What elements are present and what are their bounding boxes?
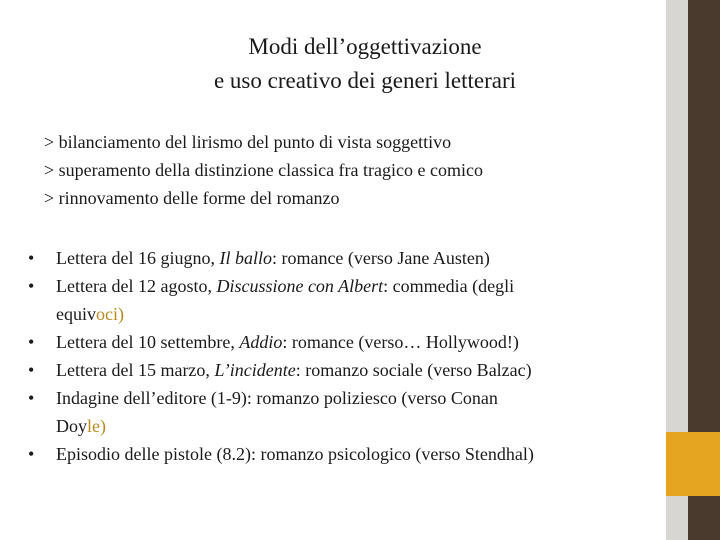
bullet-item-3: [28, 328, 708, 356]
bullet-text: Lettera del 16 giugno,: [56, 248, 220, 268]
key-points: [44, 128, 483, 212]
bullet-genre: : romanzo sociale (verso Balzac): [295, 360, 532, 380]
bullet-item-5: [28, 384, 708, 440]
continuation-text: equiv: [56, 304, 96, 324]
bullet-dot: •: [28, 248, 35, 268]
bullet-item-2: [28, 272, 708, 328]
bullet-text: Episodio delle pistole (8.2): romanzo psicologico (verso Stendhal): [56, 444, 534, 464]
bullet-genre: : romance (verso Jane Austen): [271, 248, 490, 268]
bullet-dot: •: [28, 444, 35, 464]
bullet-continuation: [56, 412, 708, 440]
point-2: > superamento della distinzione classica fra tragico e comico: [44, 160, 483, 180]
highlighted-text: le): [87, 416, 106, 436]
work-title: Discussione con Albert: [216, 276, 384, 296]
bullet-genre: : commedia (degli: [383, 276, 515, 296]
bullet-item-1: [28, 244, 708, 272]
work-title: L’incidente: [214, 360, 296, 380]
bullet-text: Lettera del 12 agosto,: [56, 276, 217, 296]
bullet-text: Lettera del 15 marzo,: [56, 360, 215, 380]
bullet-text: Lettera del 10 settembre,: [56, 332, 240, 352]
continuation-text: Doy: [56, 416, 87, 436]
work-title: Il ballo: [219, 248, 272, 268]
bullet-dot: •: [28, 360, 35, 380]
bullet-item-4: [28, 356, 708, 384]
slide-title: [0, 30, 720, 98]
bullet-continuation: [56, 300, 708, 328]
bullet-list: [28, 244, 708, 468]
bullet-dot: •: [28, 276, 35, 296]
work-title: Addio: [239, 332, 283, 352]
highlighted-text: oci): [96, 304, 124, 324]
bullet-dot: •: [28, 388, 35, 408]
bullet-item-6: [28, 440, 708, 468]
title-line-2: e uso creativo dei generi letterari: [213, 68, 517, 93]
title-line-1: Modi dell’oggettivazione: [248, 34, 482, 59]
point-3: > rinnovamento delle forme del romanzo: [44, 188, 340, 208]
bullet-genre: : romance (verso… Hollywood!): [282, 332, 519, 352]
point-1: > bilanciamento del lirismo del punto di vista soggettivo: [44, 132, 452, 152]
bullet-text: Indagine dell’editore (1-9): romanzo poliziesco (verso Conan: [56, 388, 498, 408]
bullet-dot: •: [28, 332, 35, 352]
